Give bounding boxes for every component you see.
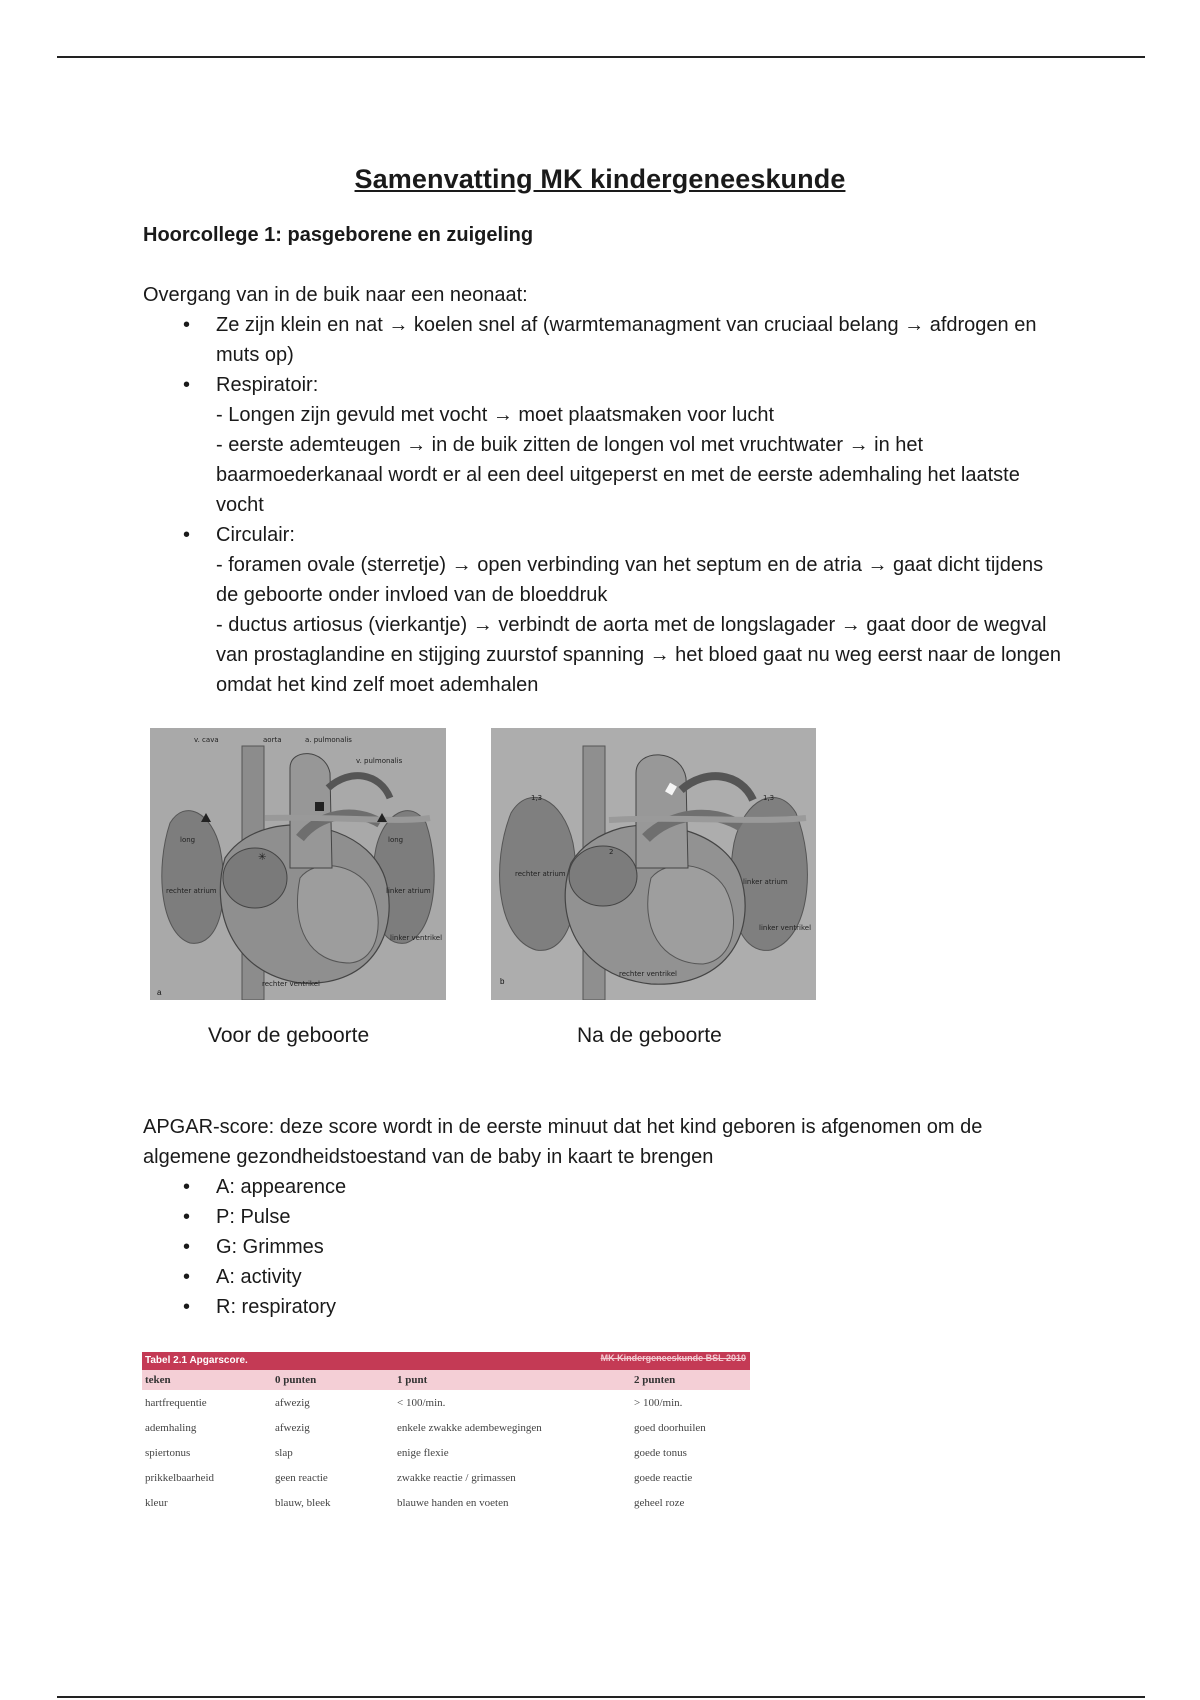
list-item (143, 310, 1063, 370)
item-line: R: respiratory (216, 1296, 337, 1318)
table-cell: goed doorhuilen (634, 1421, 706, 1434)
label-lung-right: 1,3 (763, 794, 775, 802)
bullet-icon: • (183, 1206, 191, 1228)
table-cell: slap (275, 1446, 293, 1459)
label-rechter-atrium: rechter atrium (515, 870, 566, 878)
table-header-row (142, 1370, 750, 1390)
item-line: - foramen ovale (sterretje) → open verbinding van het septum en de atria → gaat dicht tijdens de geboorte onder invloed van de bloeddruk (216, 554, 1044, 606)
section-heading: Hoorcollege 1: pasgeborene en zuigeling (143, 224, 534, 246)
bottom-rule (57, 1696, 1145, 1698)
heart-before-birth-diagram (150, 728, 446, 1000)
label-long-right: long (388, 836, 404, 844)
item-line: A: activity (216, 1266, 302, 1288)
table-row (142, 1440, 750, 1465)
label-v-pulmonalis: v. pulmonalis (356, 757, 403, 765)
list-item (143, 1292, 1063, 1322)
column-header: 2 punten (631, 1370, 750, 1390)
list-item (143, 1202, 1063, 1232)
list-item (143, 1262, 1063, 1292)
apgar-list (143, 1172, 1063, 1322)
table-cell: zwakke reactie / grimassen (397, 1471, 516, 1484)
label-rechter-ventrikel: rechter ventrikel (262, 980, 320, 988)
label-lung-left: 1,3 (531, 794, 543, 802)
item-line: - ductus artiosus (vierkantje) → verbindt de aorta met de longslagader → gaat door de wegval van prostaglandine en stijging zuurstof spanning → het bloed gaat nu weg eerst naar de longen omdat het kind zelf moet ademhalen (216, 614, 1062, 696)
table-cell: afwezig (275, 1421, 310, 1434)
table-row (142, 1465, 750, 1490)
table-caption-bar (142, 1352, 750, 1370)
table-cell: hartfrequentie (145, 1396, 207, 1409)
table-row (142, 1490, 750, 1515)
table-cell: > 100/min. (634, 1396, 683, 1409)
label-center-mark: 2 (609, 848, 614, 856)
bullet-icon: • (183, 1266, 191, 1288)
apgar-table-image (142, 1352, 750, 1515)
list-item (143, 520, 1063, 700)
label-linker-ventrikel: linker ventrikel (759, 924, 812, 932)
list-item (143, 1232, 1063, 1262)
label-a-pulmonalis: a. pulmonalis (305, 736, 352, 744)
item-line: P: Pulse (216, 1206, 291, 1228)
list-item (143, 370, 1063, 520)
column-header: 1 punt (394, 1370, 631, 1390)
table-row (142, 1390, 750, 1415)
column-header: teken (142, 1370, 272, 1390)
page-title: Samenvatting MK kindergeneeskunde (354, 164, 846, 195)
bullet-icon: • (183, 524, 191, 546)
caption-after-birth: Na de geboorte (577, 1024, 722, 1047)
label-long-left: long (180, 836, 196, 844)
svg-text:✳: ✳ (258, 852, 267, 863)
table-source: MK Kindergeneeskunde BSL 2010 (600, 1353, 746, 1363)
table-cell: prikkelbaarheid (145, 1471, 215, 1484)
label-linker-atrium: linker atrium (743, 878, 788, 886)
label-rechter-ventrikel: rechter ventrikel (619, 970, 677, 978)
figure-letter-a: a (157, 988, 162, 997)
item-line: Respiratoir: (216, 374, 319, 396)
apgar-intro: APGAR-score: deze score wordt in de eerste minuut dat het kind geboren is afgenomen om de algemene gezondheidstoestand van de baby in kaart te brengen (143, 1116, 983, 1168)
table-cell: blauw, bleek (275, 1496, 331, 1509)
list-item (143, 1172, 1063, 1202)
table-cell: geen reactie (275, 1471, 328, 1484)
item-line: G: Grimmes (216, 1236, 324, 1258)
heart-after-birth-figure (491, 728, 816, 1000)
label-v-cava: v. cava (194, 736, 219, 744)
heart-before-birth-figure (150, 728, 446, 1000)
heart-after-birth-diagram (491, 728, 816, 1000)
table-cell: enkele zwakke adembewegingen (397, 1421, 542, 1434)
column-header: 0 punten (272, 1370, 394, 1390)
table-cell: kleur (145, 1496, 168, 1509)
caption-before-birth: Voor de geboorte (208, 1024, 370, 1047)
bullet-icon: • (183, 1296, 191, 1318)
table-cell: ademhaling (145, 1421, 197, 1434)
table-cell: goede tonus (634, 1446, 687, 1459)
bullet-icon: • (183, 314, 191, 336)
label-rechter-atrium: rechter atrium (166, 887, 217, 895)
label-linker-atrium: linker atrium (386, 887, 431, 895)
top-rule (57, 56, 1145, 58)
table-row (142, 1415, 750, 1440)
label-linker-ventrikel: linker ventrikel (390, 934, 443, 942)
table-cell: spiertonus (145, 1446, 191, 1459)
table-cell: afwezig (275, 1396, 310, 1409)
item-line: - eerste ademteugen → in de buik zitten de longen vol met vruchtwater → in het baarmoederkanaal wordt er al een deel uitgeperst en met de eerste ademhaling het laatste vocht (216, 434, 1020, 516)
label-aorta: aorta (263, 736, 282, 744)
bullet-icon: • (183, 1236, 191, 1258)
item-line: - Longen zijn gevuld met vocht → moet plaatsmaken voor lucht (216, 404, 775, 426)
figure-letter-b: b (500, 977, 505, 986)
table-cell: < 100/min. (397, 1396, 446, 1409)
bullet-icon: • (183, 1176, 191, 1198)
bullet-icon: • (183, 374, 191, 396)
transition-intro: Overgang van in de buik naar een neonaat: (143, 284, 528, 306)
table-caption: Tabel 2.1 Apgarscore. (145, 1355, 248, 1366)
item-line: Ze zijn klein en nat → koelen snel af (warmtemanagment van cruciaal belang → afdrogen en muts op) (216, 314, 1037, 366)
item-line: A: appearence (216, 1176, 347, 1198)
item-line: Circulair: (216, 524, 295, 546)
transition-list (143, 310, 1063, 700)
apgar-table (142, 1370, 750, 1515)
table-cell: goede reactie (634, 1471, 693, 1484)
table-cell: geheel roze (634, 1496, 685, 1509)
table-cell: enige flexie (397, 1446, 449, 1459)
table-cell: blauwe handen en voeten (397, 1496, 509, 1509)
